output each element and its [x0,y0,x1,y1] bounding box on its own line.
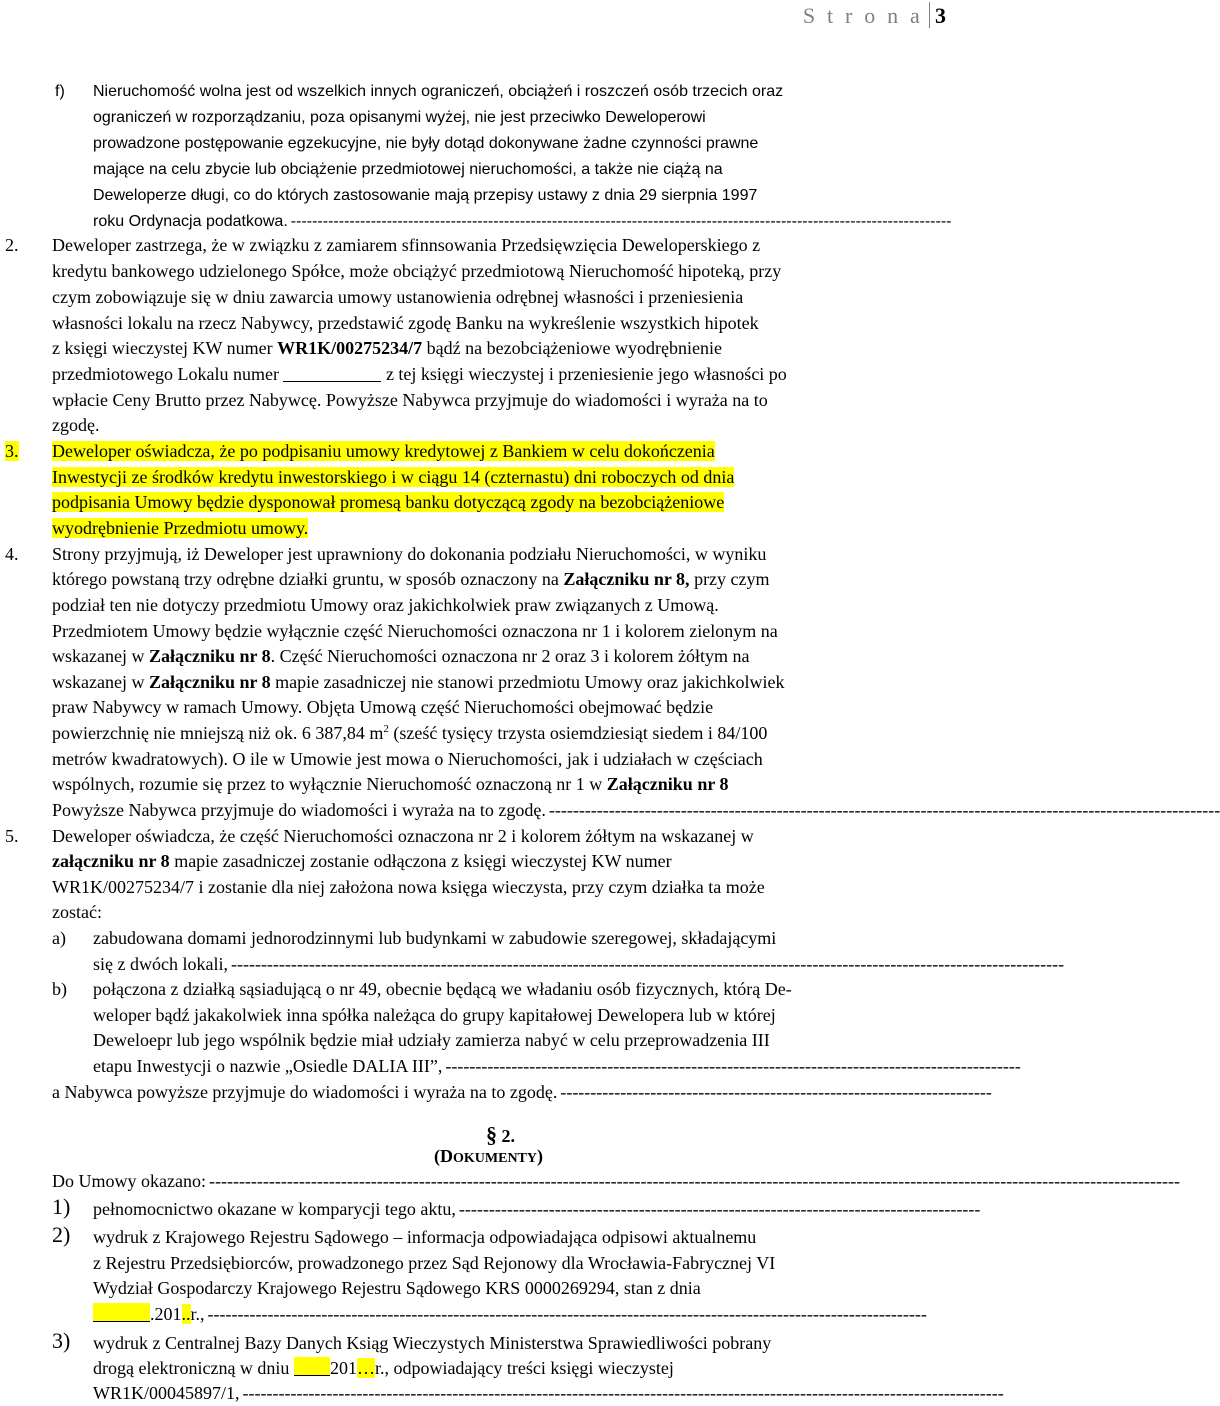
section-f-line: Nieruchomość wolna jest od wszelkich innych ograniczeń, obciążeń i roszczeń osób trzecich oraz [93,83,784,100]
point-5-line [52,848,672,874]
point-2-line [52,361,787,387]
section-f-line: ograniczeń w rozporządzaniu, poza opisanymi wyżej, nie jest przeciwko Deweloperowi [93,109,706,126]
point-5-text: mapie zasadniczej zostanie odłączona z księgi wieczystej KW numer [174,851,672,871]
point-3-label: 3. [5,441,19,461]
document-item: wydruk z Centralnej Bazy Danych Ksiąg Wieczystych Ministerstwa Sprawiedliwości pobrany [93,1333,772,1353]
dash-filler: ---------------------------------------------------------------------------------------------------------------------------- [290,213,952,230]
section-symbol: § [486,1122,497,1147]
point-5-line: Deweloper oświadcza, że część Nieruchomości oznaczona nr 2 i kolorem żółtym na wskazanej w [52,826,754,846]
point-2-label: 2. [5,235,19,255]
point-4-text: Powyższe Nabywca przyjmuje do wiadomości i wyraża na to zgodę. [52,800,546,820]
subpoint-b-line: połączona z działką sąsiadującą o nr 49, obecnie będącą we władaniu osób fizycznych, którą De- [93,979,792,999]
point-4-label: 4. [5,544,19,564]
subpoint-a-line: zabudowana domami jednorodzinnymi lub budynkami w zabudowie szeregowej, składającymi [93,928,777,948]
point-4-text: wspólnych, rozumie się przez to wyłącznie Nieruchomość oznaczoną nr 1 w [52,774,603,794]
document-item: drogą elektroniczną w dniu 201…r., odpowiadający treści księgi wieczystej [93,1358,674,1378]
area-unit-superscript: 2 [383,723,389,735]
subpoint-b-line [93,1053,1021,1079]
subpoint-b-line: weloper bądź jakakolwiek inna spółka należąca do grupy kapitałowej Dewelopera lub w której [93,1005,776,1025]
point-4-line [52,669,785,695]
point-2-text: z tej księgi wieczystej i przeniesienie jego własności po [385,364,787,384]
point-2-line [52,335,722,361]
point-4-text: powierzchnię nie mniejszą niż ok. 6 387,84 m [52,723,384,743]
annex-reference: Załączniku nr 8 [148,646,271,666]
subpoint-a-line [93,951,1065,977]
section-f-line: prowadzone postępowanie egzekucyjne, nie były dotąd dokonywane żadne czynności prawne [93,135,759,152]
point-4-line [52,771,729,797]
point-4-line: metrów kwadratowych). O ile w Umowie jest mowa o Nieruchomości, jak i udziałach w częściach [52,749,763,769]
point-4-text: przy czym [694,569,770,589]
point-4-text: którego powstaną trzy odrębne działki gruntu, w sposób oznaczony na [52,569,559,589]
point-5-closing [52,1079,992,1105]
point-3-line: Inwestycji ze środków kredytu inwestorskiego i w ciągu 14 (czternastu) dni roboczych od dnia [52,467,735,487]
dash-filler: --------------------------------------------------------------------------------------- [458,1199,981,1219]
point-3-line: podpisania Umowy będzie dysponował promesą banku dotyczącą zgody na bezobciążeniowe [52,492,725,512]
point-4-text: wskazanej w [52,646,145,666]
date-blank [93,1303,150,1322]
document-item-text: .201..r., [93,1301,205,1327]
annex-reference: załączniku nr 8 [52,851,170,871]
point-4-line [52,566,770,592]
subpoint-b-label: b) [52,979,67,999]
point-4-line: Strony przyjmują, iż Deweloper jest uprawniony do dokonania podziału Nieruchomości, w wyniku [52,544,767,564]
point-5-line: zostać: [52,902,102,922]
document-item-label: 1) [52,1194,71,1219]
point-4-text: mapie zasadniczej nie stanowi przedmiotu Umowy oraz jakichkolwiek [275,672,785,692]
point-5-text: a Nabywca powyższe przyjmuje do wiadomości i wyraża na to zgodę. [52,1082,558,1102]
subpoint-b-line: Deweloepr lub jego wspólnik będzie miał udziały zamierza nabyć w celu przeprowadzenia III [93,1030,770,1050]
point-4-text: (sześć tysięcy trzysta osiemdziesiąt siedem i 84/100 [393,723,768,743]
point-2-line: własności lokalu na rzecz Nabywcy, przedstawić zgodę Banku na wykreślenie wszystkich hipotek [52,313,759,333]
point-2-line: czym zobowiązuje się w dniu zawarcia umowy ustanowienia odrębnej własności i przeniesienia [52,287,744,307]
documents-intro-text: Do Umowy okazano: [52,1171,206,1191]
document-item: wydruk z Krajowego Rejestru Sądowego – informacja odpowiadająca odpisowi aktualnemu [93,1227,757,1247]
point-2-text: z księgi wieczystej KW numer [52,338,273,358]
point-5-line: WR1K/00275234/7 i zostanie dla niej założona nowa księga wieczysta, przy czym działka ta może [52,877,765,897]
point-4-text: . Część Nieruchomości oznaczona nr 2 oraz 3 i kolorem żółtym na [270,646,750,666]
point-2-line: wpłacie Ceny Brutto przez Nabywcę. Powyższe Nabywca przyjmuje do wiadomości i wyraża na to [52,390,768,410]
subpoint-a-text: się z dwóch lokali, [93,954,228,974]
documents-intro [52,1168,1181,1194]
section-number: § 2. [486,1122,515,1147]
point-5-label: 5. [5,826,19,846]
header-divider [929,2,930,28]
dash-filler: ------------------------------------------------------------------------------------------------------------------------------- [242,1383,1004,1403]
point-4-line [52,720,767,746]
dash-filler: ---------------------------------------------------------------------------------------------------------------- [548,800,1220,820]
point-4-line: podział ten nie dotyczy przedmiotu Umowy oraz jakichkolwiek praw związanych z Umową. [52,595,719,615]
section-title: (DOKUMENTY) [434,1146,543,1166]
document-item-text: drogą elektroniczną w dniu [93,1358,290,1378]
dash-filler: ------------------------------------------------------------------------------------------------ [445,1056,1021,1076]
section-f-line: mające na celu zbycie lub obciążenie przedmiotowej nieruchomości, a także nie ciążą na [93,161,723,178]
document-item [93,1196,981,1222]
subpoint-a-label: a) [52,928,66,948]
dash-filler: ------------------------------------------------------------------------ [560,1082,992,1102]
point-4-line: Przedmiotem Umowy będzie wyłącznie część Nieruchomości oznaczona nr 1 i kolorem zielonym na [52,621,778,641]
point-4-line [52,643,750,669]
subpoint-b-text: etapu Inwestycji o nazwie „Osiedle DALIA III”, [93,1056,443,1076]
point-3-line: wyodrębnienie Przedmiotu umowy. [52,518,309,538]
annex-reference: Załączniku nr 8 [148,672,271,692]
section-f-label: f) [55,83,65,100]
annex-reference: Załączniku nr 8, [563,569,690,589]
document-item-label: 3) [52,1328,71,1353]
document-item: Wydział Gospodarczy Krajowego Rejestru Sądowego KRS 0000269294, stan z dnia [93,1278,701,1298]
dash-filler: ------------------------------------------------------------------------------------------------------------------------------------------------------------------ [208,1171,1181,1191]
point-4-line [52,797,1220,823]
document-item-label: 2) [52,1222,71,1247]
annex-reference: Załączniku nr 8 [606,774,729,794]
document-item-text: pełnomocnictwo okazane w komparycji tego aktu, [93,1199,456,1219]
point-2-line: Deweloper zastrzega, że w związku z zamiarem sfinnsowania Przedsięwzięcia Deweloperskiego z [52,235,761,255]
dash-filler: ------------------------------------------------------------------------------------------------------------------------ [207,1304,927,1324]
document-item [93,1380,1004,1406]
lokal-number-blank [283,363,381,382]
page-number: 3 [935,3,946,28]
dash-filler: ------------------------------------------------------------------------------------------------------------------------------------------- [230,954,1065,974]
point-4-text: wskazanej w [52,672,145,692]
point-3-line: Deweloper oświadcza, że po podpisaniu umowy kredytowej z Bankiem w celu dokończenia [52,441,715,461]
page-header [803,2,946,29]
point-2-text: bądź na bezobciążeniowe wyodrębnienie [426,338,722,358]
point-2-line: zgodę. [52,415,100,435]
kw-number: WR1K/00275234/7 [277,338,423,358]
point-2-text: przedmiotowego Lokalu numer [52,364,279,384]
page-header-word: S t r o n a [802,3,923,28]
document-item: z Rejestru Przedsiębiorców, prowadzonego przez Sąd Rejonowy dla Wrocławia-Fabrycznej VI [93,1253,776,1273]
point-2-line: kredytu bankowego udzielonego Spółce, może obciążyć przedmiotową Nieruchomość hipoteką, przy [52,261,782,281]
section-f-text: roku Ordynacja podatkowa. [93,213,288,230]
document-item [93,1301,950,1327]
document-item-text: WR1K/00045897/1, [93,1383,240,1403]
date-blank [294,1357,330,1376]
point-4-line: praw Nabywcy w ramach Umowy. Objęta Umową część Nieruchomości obejmować będzie [52,697,714,717]
section-f-line: Deweloperze długi, co do których zastosowanie mają przepisy ustawy z dnia 29 sierpnia 1997 [93,187,758,204]
